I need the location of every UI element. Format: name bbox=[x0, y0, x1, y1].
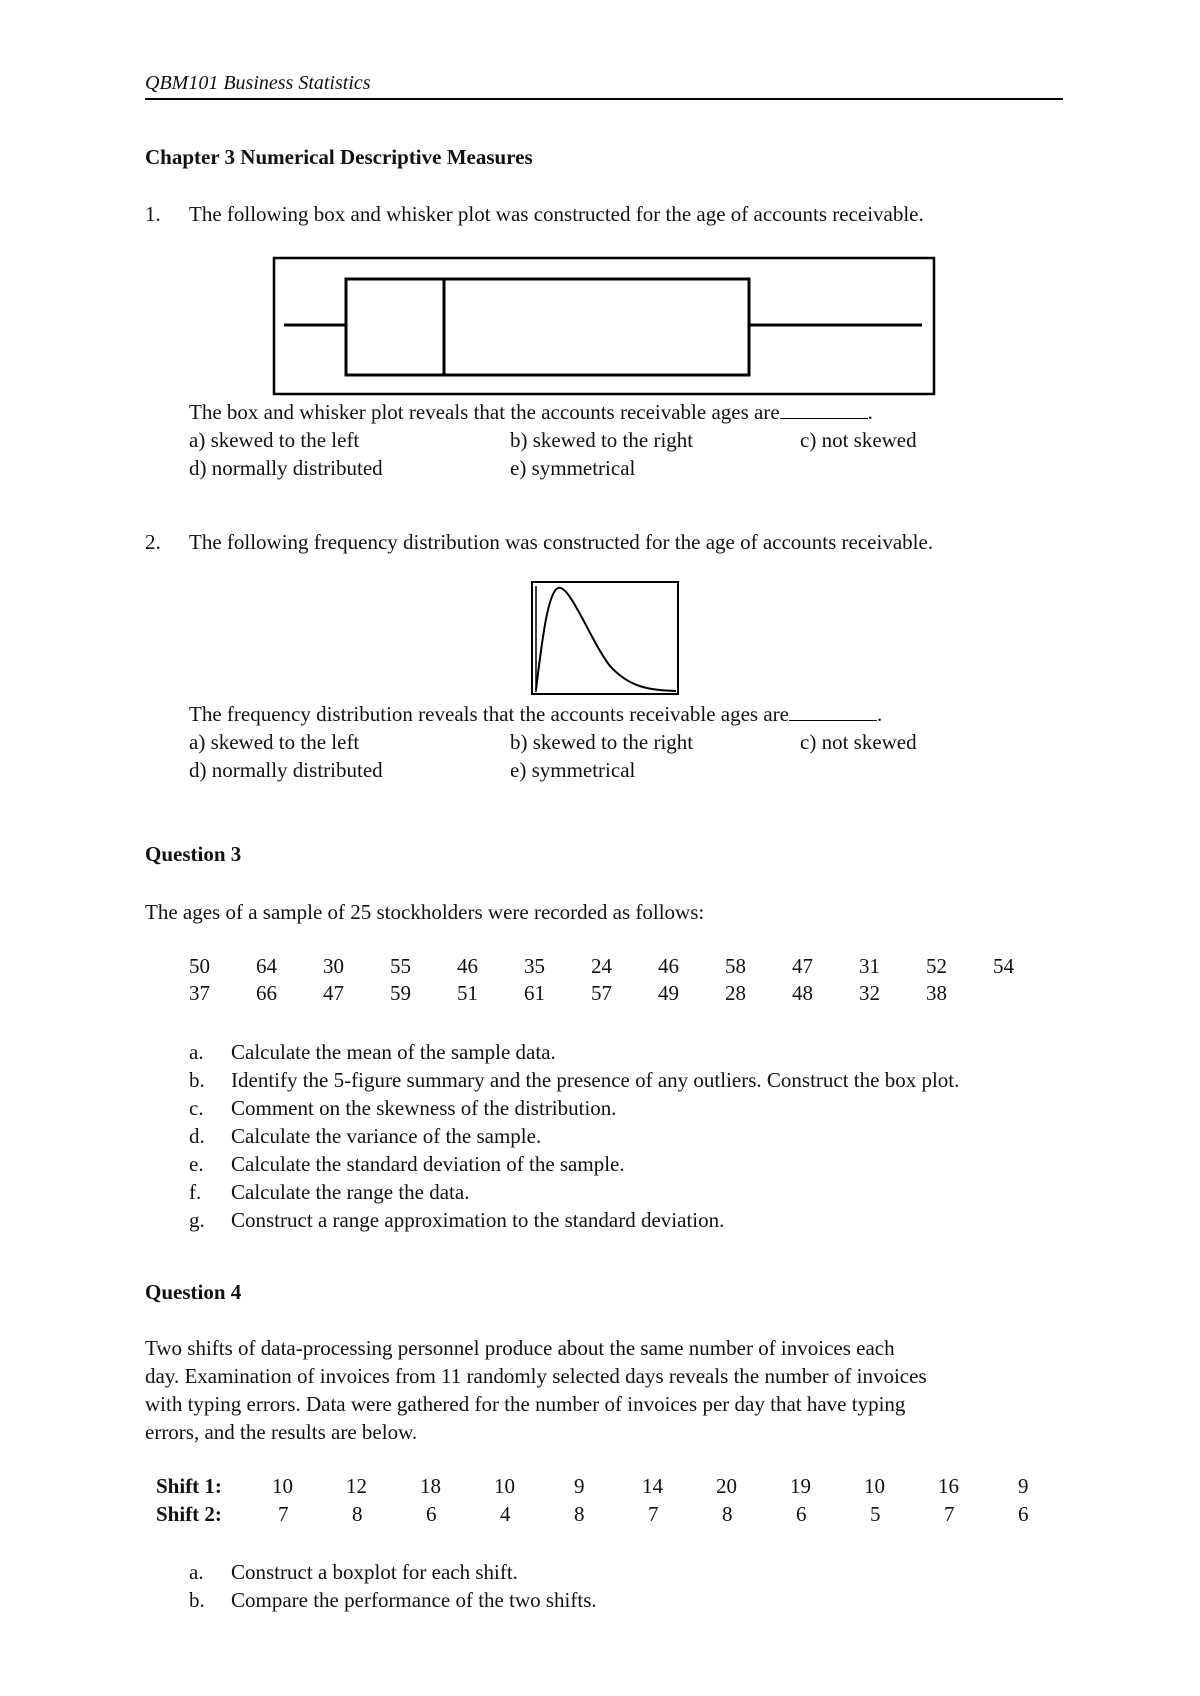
ages-row-2 bbox=[189, 981, 1049, 1007]
q3-item-letter: c. bbox=[189, 1096, 204, 1120]
q2-option-c: c) not skewed bbox=[800, 730, 917, 754]
q3-item-text: Calculate the mean of the sample data. bbox=[231, 1040, 556, 1064]
shift1-value: 16 bbox=[938, 1474, 959, 1498]
age-value: 46 bbox=[658, 954, 679, 978]
shift2-value: 6 bbox=[426, 1502, 437, 1526]
age-value: 38 bbox=[926, 981, 947, 1005]
age-value: 47 bbox=[323, 981, 344, 1005]
q3-item-text: Calculate the variance of the sample. bbox=[231, 1124, 542, 1148]
shift1-value: 9 bbox=[1018, 1474, 1029, 1498]
shift1-value: 18 bbox=[420, 1474, 441, 1498]
shift1-row bbox=[156, 1474, 1036, 1500]
age-value: 46 bbox=[457, 954, 478, 978]
q3-item-text: Identify the 5-figure summary and the presence of any outliers. Construct the box plot. bbox=[231, 1068, 960, 1092]
shift2-value: 7 bbox=[648, 1502, 659, 1526]
course-header: QBM101 Business Statistics bbox=[145, 72, 371, 94]
q4-paragraph-line: Two shifts of data-processing personnel produce about the same number of invoices each bbox=[145, 1336, 895, 1360]
age-value: 59 bbox=[390, 981, 411, 1005]
shift1-value: 10 bbox=[864, 1474, 885, 1498]
q2-option-d: d) normally distributed bbox=[189, 758, 383, 782]
q4-item-text: Construct a boxplot for each shift. bbox=[231, 1560, 518, 1584]
shift2-value: 4 bbox=[500, 1502, 511, 1526]
shift2-value: 8 bbox=[722, 1502, 733, 1526]
age-value: 61 bbox=[524, 981, 545, 1005]
q1-option-d: d) normally distributed bbox=[189, 456, 383, 480]
q1-number: 1. bbox=[145, 202, 161, 226]
age-value: 51 bbox=[457, 981, 478, 1005]
q3-item-letter: f. bbox=[189, 1180, 202, 1204]
frequency-distribution-plot bbox=[530, 580, 682, 698]
q2-prompt bbox=[189, 702, 882, 727]
q1-prompt bbox=[189, 400, 873, 425]
age-value: 31 bbox=[859, 954, 880, 978]
q4-paragraph-line: errors, and the results are below. bbox=[145, 1420, 418, 1444]
box bbox=[346, 279, 749, 375]
q1-text: The following box and whisker plot was constructed for the age of accounts receivable. bbox=[189, 202, 924, 226]
q3-title: Question 3 bbox=[145, 842, 242, 866]
age-value: 66 bbox=[256, 981, 277, 1005]
shift2-row bbox=[156, 1502, 1036, 1528]
shift2-value: 7 bbox=[278, 1502, 289, 1526]
age-value: 35 bbox=[524, 954, 545, 978]
age-value: 30 bbox=[323, 954, 344, 978]
header-rule bbox=[145, 98, 1063, 100]
shift2-value: 8 bbox=[574, 1502, 585, 1526]
q4-paragraph-line: with typing errors. Data were gathered for the number of invoices per day that have typing bbox=[145, 1392, 906, 1416]
q2-option-b: b) skewed to the right bbox=[510, 730, 694, 754]
q3-item-text: Calculate the range the data. bbox=[231, 1180, 470, 1204]
q2-text: The following frequency distribution was constructed for the age of accounts receivable. bbox=[189, 530, 934, 554]
q1-answer-blank[interactable] bbox=[780, 400, 868, 419]
q1-option-a: a) skewed to the left bbox=[189, 428, 360, 452]
age-value: 55 bbox=[390, 954, 411, 978]
age-value: 47 bbox=[792, 954, 813, 978]
q2-prompt-text: The frequency distribution reveals that the accounts receivable ages are bbox=[189, 702, 789, 726]
age-value: 58 bbox=[725, 954, 746, 978]
q1-prompt-text: The box and whisker plot reveals that the accounts receivable ages are bbox=[189, 400, 780, 424]
q2-prompt-end: . bbox=[876, 702, 883, 726]
q3-item-letter: d. bbox=[189, 1124, 205, 1148]
age-value: 57 bbox=[591, 981, 612, 1005]
q1-option-b: b) skewed to the right bbox=[510, 428, 694, 452]
shift2-value: 6 bbox=[1018, 1502, 1029, 1526]
shift1-value: 10 bbox=[494, 1474, 515, 1498]
shift1-value: 19 bbox=[790, 1474, 811, 1498]
q2-answer-blank[interactable] bbox=[789, 702, 877, 721]
q4-title: Question 4 bbox=[145, 1280, 242, 1304]
q3-item-letter: e. bbox=[189, 1152, 204, 1176]
q2-option-a: a) skewed to the left bbox=[189, 730, 360, 754]
q1-prompt-end: . bbox=[867, 400, 873, 424]
q3-item-letter: g. bbox=[189, 1208, 205, 1232]
plot-frame bbox=[532, 582, 678, 694]
q4-paragraph-line: day. Examination of invoices from 11 randomly selected days reveals the number of invoices bbox=[145, 1364, 927, 1388]
shift2-value: 8 bbox=[352, 1502, 363, 1526]
shift1-label: Shift 1: bbox=[156, 1474, 222, 1498]
shift1-value: 12 bbox=[346, 1474, 367, 1498]
age-value: 50 bbox=[189, 954, 210, 978]
age-value: 48 bbox=[792, 981, 813, 1005]
q2-option-e: e) symmetrical bbox=[510, 758, 636, 782]
q2-number: 2. bbox=[145, 530, 161, 554]
q3-item-text: Calculate the standard deviation of the sample. bbox=[231, 1152, 625, 1176]
q1-option-e: e) symmetrical bbox=[510, 456, 636, 480]
age-value: 52 bbox=[926, 954, 947, 978]
age-value: 64 bbox=[256, 954, 277, 978]
q3-item-text: Comment on the skewness of the distribution. bbox=[231, 1096, 617, 1120]
age-value: 24 bbox=[591, 954, 612, 978]
q3-intro: The ages of a sample of 25 stockholders were recorded as follows: bbox=[145, 900, 705, 924]
box-whisker-plot bbox=[272, 256, 938, 398]
age-value: 32 bbox=[859, 981, 880, 1005]
q3-item-letter: a. bbox=[189, 1040, 204, 1064]
shift1-value: 10 bbox=[272, 1474, 293, 1498]
right-skewed-curve bbox=[536, 588, 676, 691]
age-value: 54 bbox=[993, 954, 1014, 978]
q4-item-letter: a. bbox=[189, 1560, 204, 1584]
shift1-value: 9 bbox=[574, 1474, 585, 1498]
shift2-value: 7 bbox=[944, 1502, 955, 1526]
q3-item-letter: b. bbox=[189, 1068, 205, 1092]
q4-item-text: Compare the performance of the two shifts. bbox=[231, 1588, 597, 1612]
shift1-value: 14 bbox=[642, 1474, 663, 1498]
q1-option-c: c) not skewed bbox=[800, 428, 917, 452]
shift1-value: 20 bbox=[716, 1474, 737, 1498]
age-value: 49 bbox=[658, 981, 679, 1005]
shift2-value: 6 bbox=[796, 1502, 807, 1526]
q4-item-letter: b. bbox=[189, 1588, 205, 1612]
chapter-title: Chapter 3 Numerical Descriptive Measures bbox=[145, 145, 533, 169]
shift2-label: Shift 2: bbox=[156, 1502, 222, 1526]
ages-row-1 bbox=[189, 954, 1049, 980]
q3-item-text: Construct a range approximation to the standard deviation. bbox=[231, 1208, 725, 1232]
age-value: 37 bbox=[189, 981, 210, 1005]
shift2-value: 5 bbox=[870, 1502, 881, 1526]
age-value: 28 bbox=[725, 981, 746, 1005]
